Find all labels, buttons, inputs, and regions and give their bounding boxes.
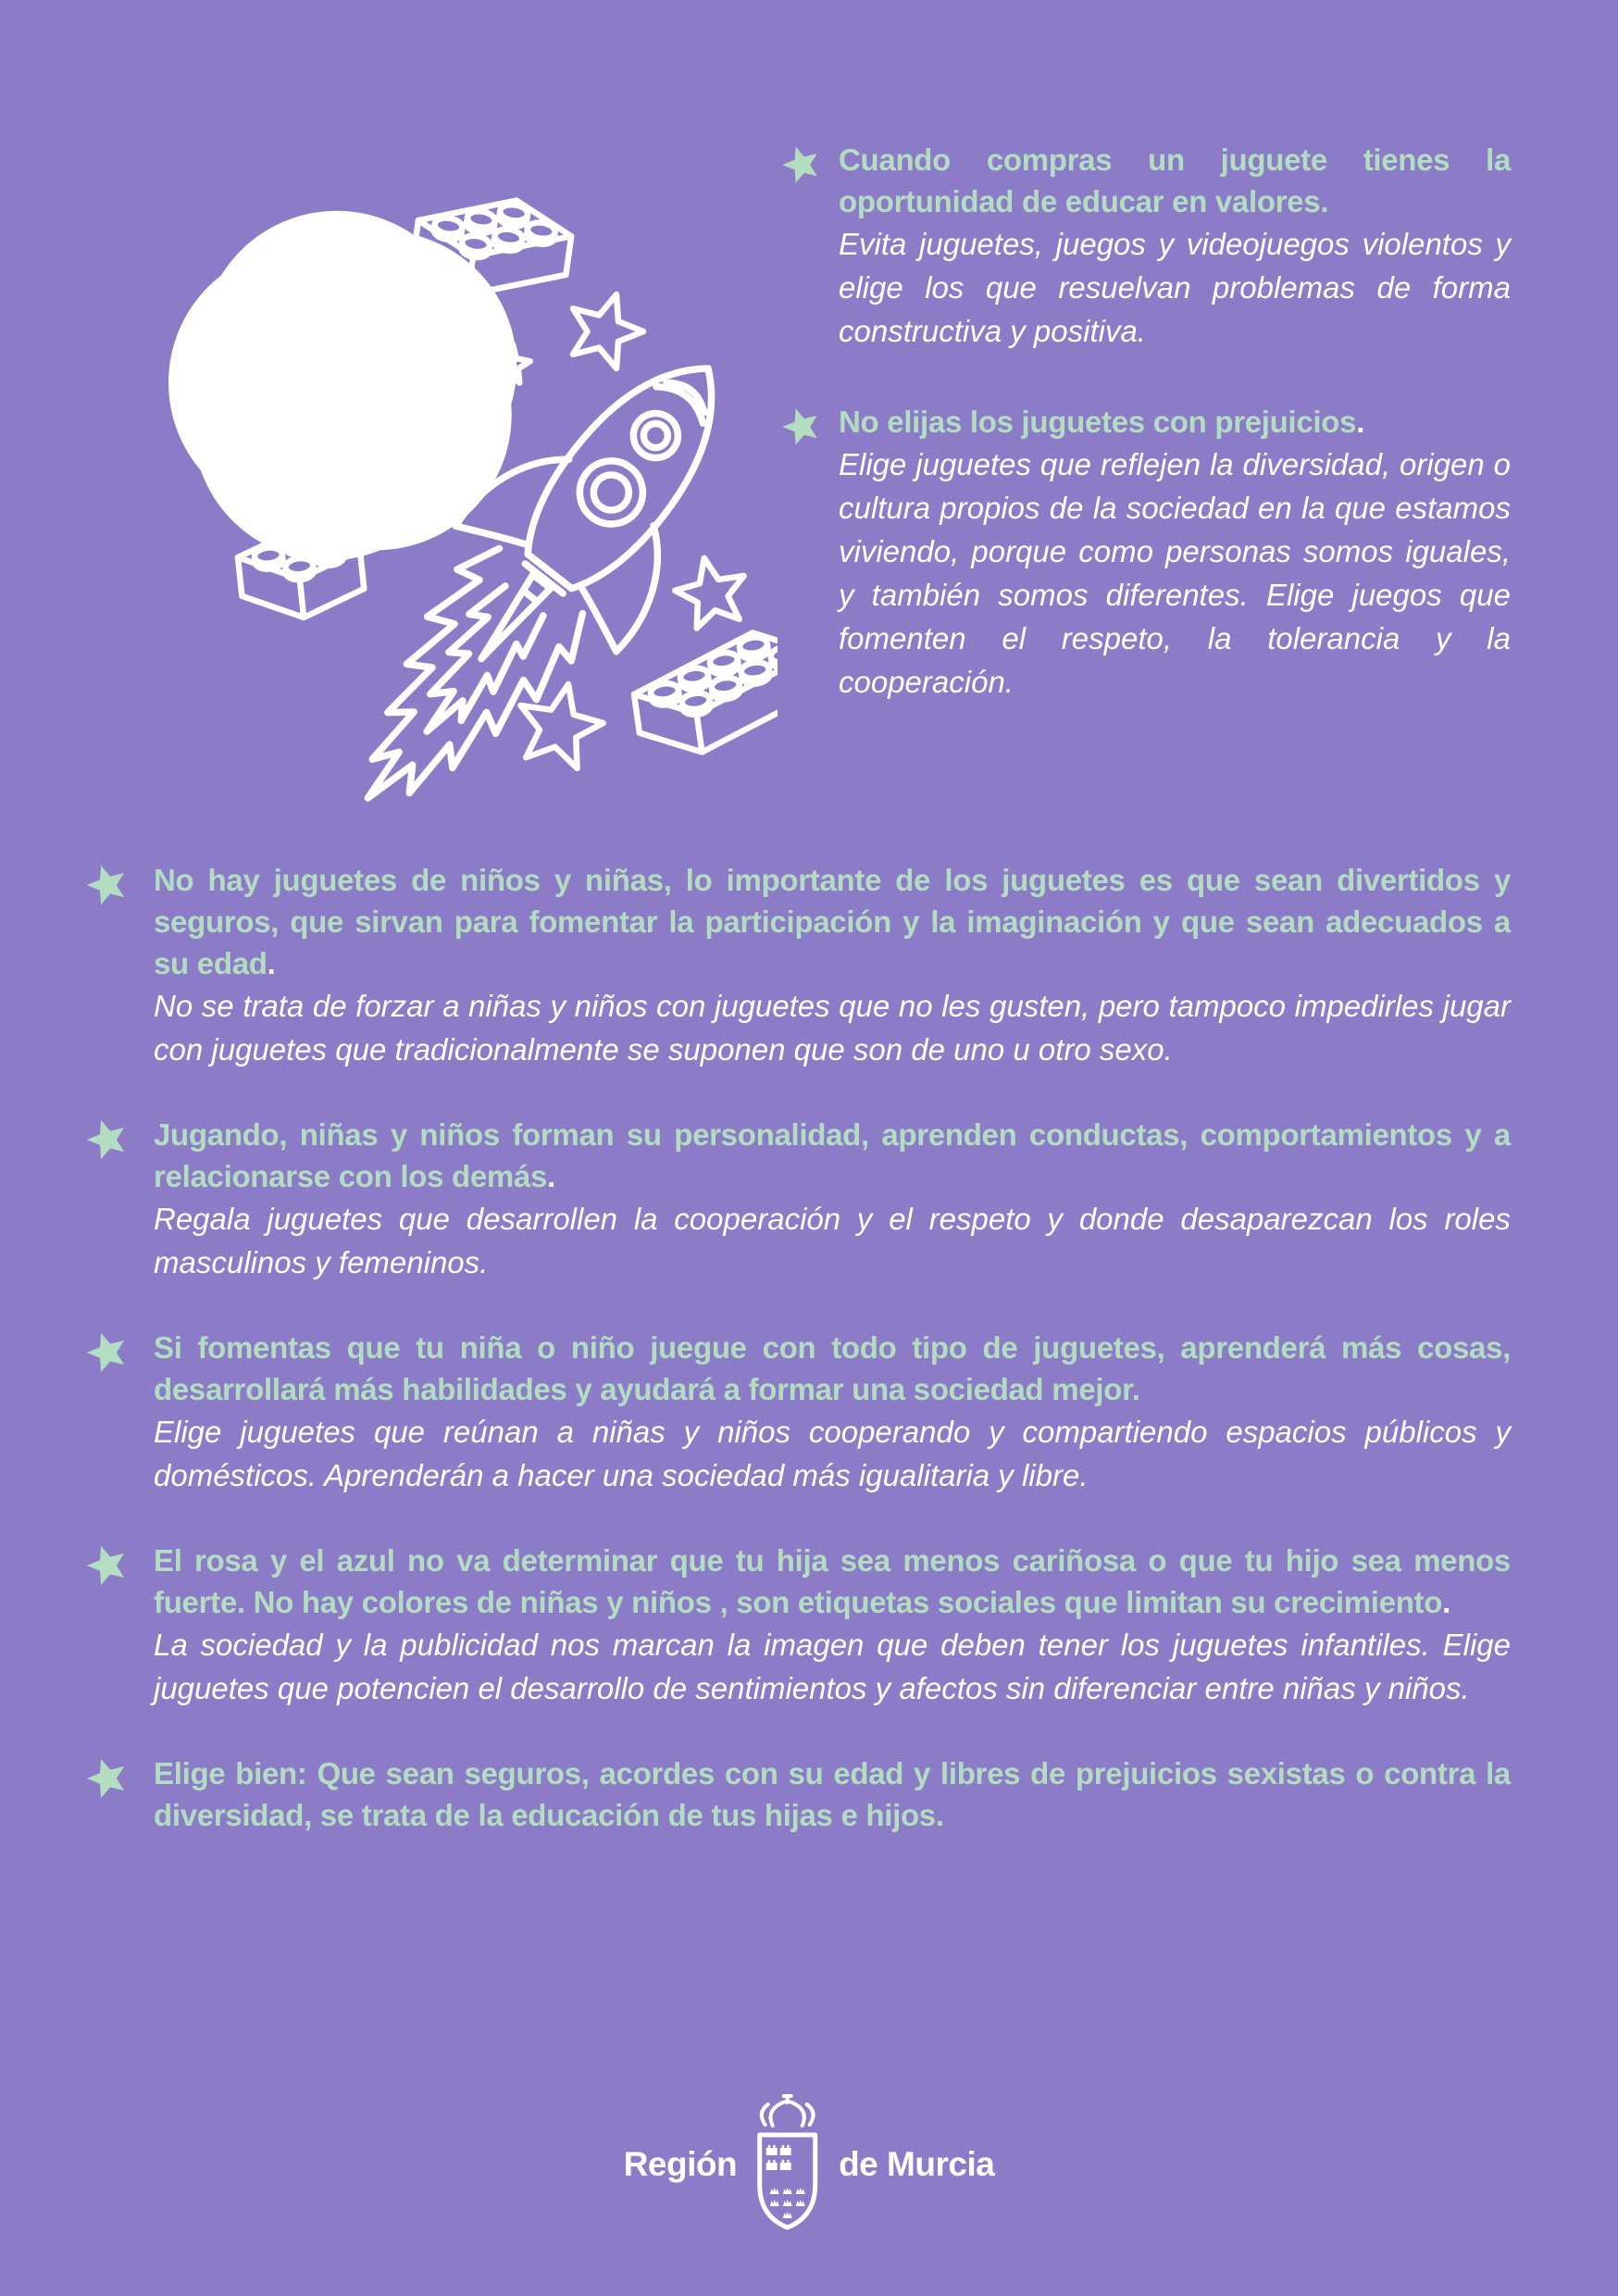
bullet-body: Elige juguetes que reflejen la diversidad, origen o cultura propios de la sociedad en la que estamos viviendo, porque como personas somos iguales, y también somos diferentes. Elige juegos que fomenten el respeto, la tolerancia y la cooperación.	[839, 447, 1511, 699]
bullet-heading: El rosa y el azul no va determinar que tu hija sea menos cariñosa o que tu hijo sea menos fuerte. No hay colores de niñas y niños , son etiquetas sociales que limitan su crecimiento.	[154, 1543, 1511, 1619]
lego-brick-icon	[628, 625, 778, 761]
rocket-stars-bricks-art	[130, 139, 778, 842]
bullet-heading: Cuando compras un juguete tienes la oportunidad de educar en valores.	[839, 143, 1511, 218]
star-bullet-icon	[778, 401, 839, 451]
star-icon	[560, 283, 652, 373]
bullet-heading: Jugando, niñas y niños forman su personalidad, aprenden conductas, comportamientos y a relacionarse con los demás.	[154, 1117, 1511, 1193]
star-icon	[669, 551, 752, 631]
bullet-heading: Si fomentas que tu niña o niño juegue con todo tipo de juguetes, aprenderá más cosas, desarrollará más habilidades y ayudará a formar una sociedad mejor.	[154, 1330, 1511, 1406]
bullet-heading: No elijas los juguetes con prejuicios.	[839, 405, 1365, 439]
bullet-heading: No hay juguetes de niños y niñas, lo importante de los juguetes es que sean divertidos y seguros, que sirvan para fomentar la participación y la imaginación y que sean adecuados a su edad.	[154, 863, 1511, 980]
bullet-text	[154, 859, 1511, 1071]
bullet-body: Evita juguetes, juegos y videojuegos violentos y elige los que resuelvan problemas de forma constructiva y positiva.	[839, 227, 1511, 348]
region-de-murcia-logo	[624, 2094, 995, 2235]
logo-text-de-murcia: de Murcia	[839, 2145, 995, 2183]
bullet-item	[778, 139, 1511, 353]
bullet-body: Regala juguetes que desarrollen la cooperación y el respeto y donde desaparezcan los roles masculinos y femeninos.	[154, 1202, 1511, 1279]
rocket-illustration	[130, 139, 778, 842]
bullet-text	[154, 1753, 1511, 1836]
bullet-body: La sociedad y la publicidad nos marcan la imagen que deben tener los juguetes infantiles. Elige juguetes que potencien el desarrollo de sentimientos y afectos sin diferenciar entre niñas y niños.	[154, 1628, 1511, 1705]
star-bullet-icon	[81, 1540, 154, 1591]
bullet-text	[154, 1540, 1511, 1710]
bullet-body: No se trata de forzar a niñas y niños con juguetes que no les gusten, pero tampoco impedirles jugar con juguetes que tradicionalmente se suponen que son de uno u otro sexo.	[154, 989, 1511, 1067]
bullet-item	[778, 401, 1511, 704]
star-bullet-icon	[81, 1753, 154, 1804]
bullet-text	[839, 139, 1511, 353]
bullet-text	[839, 401, 1511, 704]
bullet-heading: Elige bien: Que sean seguros, acordes con su edad y libres de prejuicios sexistas o contra la diversidad, se trata de la educación de tus hijas e hijos.	[154, 1756, 1511, 1832]
bullet-item	[81, 859, 1511, 1071]
bullet-text	[154, 1114, 1511, 1284]
bullet-item	[81, 1327, 1511, 1497]
star-bullet-icon	[81, 1114, 154, 1166]
bullet-item	[81, 1540, 1511, 1710]
star-bullet-icon	[81, 859, 154, 911]
star-icon	[510, 676, 609, 772]
logo-text-region: Región	[623, 2145, 738, 2183]
bullet-body: Elige juguetes que reúnan a niñas y niños cooperando y compartiendo espacios públicos y domésticos. Aprenderán a hacer una sociedad más igualitaria y libre.	[154, 1415, 1511, 1492]
intro-column	[778, 139, 1511, 752]
main-bullets	[81, 859, 1511, 1878]
bullet-item	[81, 1114, 1511, 1284]
murcia-shield-icon	[752, 2094, 824, 2235]
bullet-item	[81, 1753, 1511, 1836]
star-bullet-icon	[81, 1327, 154, 1379]
bullet-text	[154, 1327, 1511, 1497]
star-bullet-icon	[778, 139, 839, 189]
